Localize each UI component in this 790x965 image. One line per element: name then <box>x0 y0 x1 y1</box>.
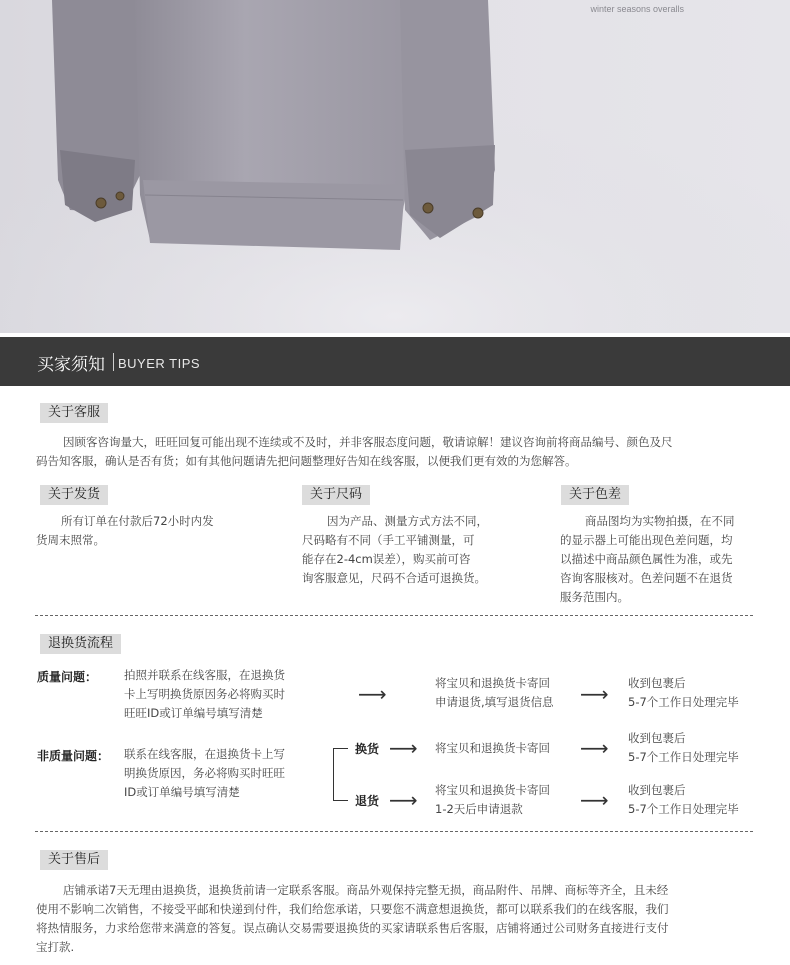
long-right-arrow-icon: ⟶ <box>580 736 609 760</box>
after-sales-line: 使用不影响二次销售，不接受平邮和快递到付件，我们给您承诺，只要您不满意想退换货，都可以联系我们的在线客服，我们 <box>36 902 669 916</box>
branch-bracket <box>333 748 348 801</box>
refund-step-line: 1-2天后申请退款 <box>435 802 523 816</box>
long-right-arrow-icon: ⟶ <box>580 788 609 812</box>
refund-result <box>628 781 768 819</box>
non-quality-issue-label: 非质量问题： <box>37 749 110 763</box>
size-line: 询客服意见，尺码不合适可退换货。 <box>302 571 486 585</box>
color-line: 咨询客服核对。色差问题不在退货 <box>560 571 733 585</box>
size-text <box>302 512 517 588</box>
jacket-image <box>0 0 790 333</box>
shipping-line: 货周末照常。 <box>36 533 105 547</box>
exchange-step-line: 将宝贝和退换货卡寄回 <box>435 741 550 755</box>
long-right-arrow-icon: ⟶ <box>580 682 609 706</box>
nonquality-line: 明换货原因，务必将购买时旺旺 <box>124 766 285 780</box>
customer-service-text <box>36 433 756 471</box>
size-line: 尺码略有不同（手工平铺测量，可 <box>302 533 475 547</box>
banner-title-cn: 买家须知 <box>37 355 105 375</box>
size-line: 能存在2-4cm误差），购买前可咨 <box>302 552 471 566</box>
customer-service-line: 因顾客咨询量大，旺旺回复可能出现不连续或不及时，并非客服态度问题，敬请谅解！建议咨询前将商品编号、颜色及尺 <box>63 435 673 449</box>
quality-issue-text <box>124 666 324 723</box>
quality-step2-line: 将宝贝和退换货卡寄回 <box>435 676 550 690</box>
quality-line: 旺旺ID或订单编号填写清楚 <box>124 706 263 720</box>
size-line: 因为产品、测量方式方法不同， <box>327 514 488 528</box>
quality-line: 拍照并联系在线客服，在退换货 <box>124 668 285 682</box>
color-line: 的显示器上可能出现色差问题，均 <box>560 533 733 547</box>
tag-size: 关于尺码 <box>302 485 370 505</box>
exchange-result <box>628 729 768 767</box>
after-sales-line: 店铺承诺7天无理由退换货，退换货前请一定联系客服。商品外观保持完整无损，商品附件、吊牌、商标等齐全，且未经 <box>63 883 669 897</box>
tag-color-difference: 关于色差 <box>561 485 629 505</box>
quality-step3-line: 收到包裹后 <box>628 676 686 690</box>
customer-service-line: 码告知客服，确认是否有货；如有其他问题请先把问题整理好告知在线客服，以便我们更有效的为您解答。 <box>36 454 577 468</box>
refund-step-line: 将宝贝和退换货卡寄回 <box>435 783 550 797</box>
exchange-step <box>435 739 595 758</box>
quality-step3-line: 5-7个工作日处理完毕 <box>628 695 739 709</box>
quality-issue-label: 质量问题： <box>37 670 98 684</box>
long-right-arrow-icon: ⟶ <box>389 736 418 760</box>
shipping-text <box>36 512 246 550</box>
after-sales-text <box>36 881 756 957</box>
tag-shipping: 关于发货 <box>40 485 108 505</box>
dashed-divider <box>35 831 753 832</box>
quality-line: 卡上写明换货原因务必将购买时 <box>124 687 285 701</box>
color-line: 商品图均为实物拍摄，在不同 <box>585 514 735 528</box>
banner-divider <box>113 353 114 371</box>
long-right-arrow-icon: ⟶ <box>358 682 387 706</box>
buyer-tips-banner <box>0 337 790 386</box>
refund-result-line: 收到包裹后 <box>628 783 686 797</box>
non-quality-issue-text <box>124 745 324 802</box>
refund-step <box>435 781 595 819</box>
quality-step2-line: 申请退货,填写退货信息 <box>435 695 554 709</box>
refund-result-line: 5-7个工作日处理完毕 <box>628 802 739 816</box>
after-sales-line: 将热情服务，力求给您带来满意的答复。误点确认交易需要退换货的买家请联系售后客服，店铺将通过公司财务直接进行支付 <box>36 921 669 935</box>
product-photo <box>0 0 790 333</box>
tag-return-process: 退换货流程 <box>40 634 121 654</box>
nonquality-line: ID或订单编号填写清楚 <box>124 785 240 799</box>
exchange-result-line: 5-7个工作日处理完毕 <box>628 750 739 764</box>
long-right-arrow-icon: ⟶ <box>389 788 418 812</box>
exchange-label: 换货 <box>355 742 380 756</box>
quality-step3 <box>628 674 768 712</box>
shipping-line: 所有订单在付款后72小时内发 <box>61 514 214 528</box>
photo-caption: winter seasons overalls <box>590 4 684 14</box>
nonquality-line: 联系在线客服，在退换货卡上写 <box>124 747 285 761</box>
tag-after-sales: 关于售后 <box>40 850 108 870</box>
color-text <box>560 512 760 607</box>
after-sales-line: 宝打款. <box>36 940 75 954</box>
quality-step2 <box>435 674 595 712</box>
tag-customer-service: 关于客服 <box>40 403 108 423</box>
refund-label: 退货 <box>355 794 380 808</box>
dashed-divider <box>35 615 753 616</box>
color-line: 以描述中商品颜色属性为准，或先 <box>560 552 733 566</box>
color-line: 服务范围内。 <box>560 590 629 604</box>
banner-title-en: BUYER TIPS <box>118 356 201 371</box>
exchange-result-line: 收到包裹后 <box>628 731 686 745</box>
